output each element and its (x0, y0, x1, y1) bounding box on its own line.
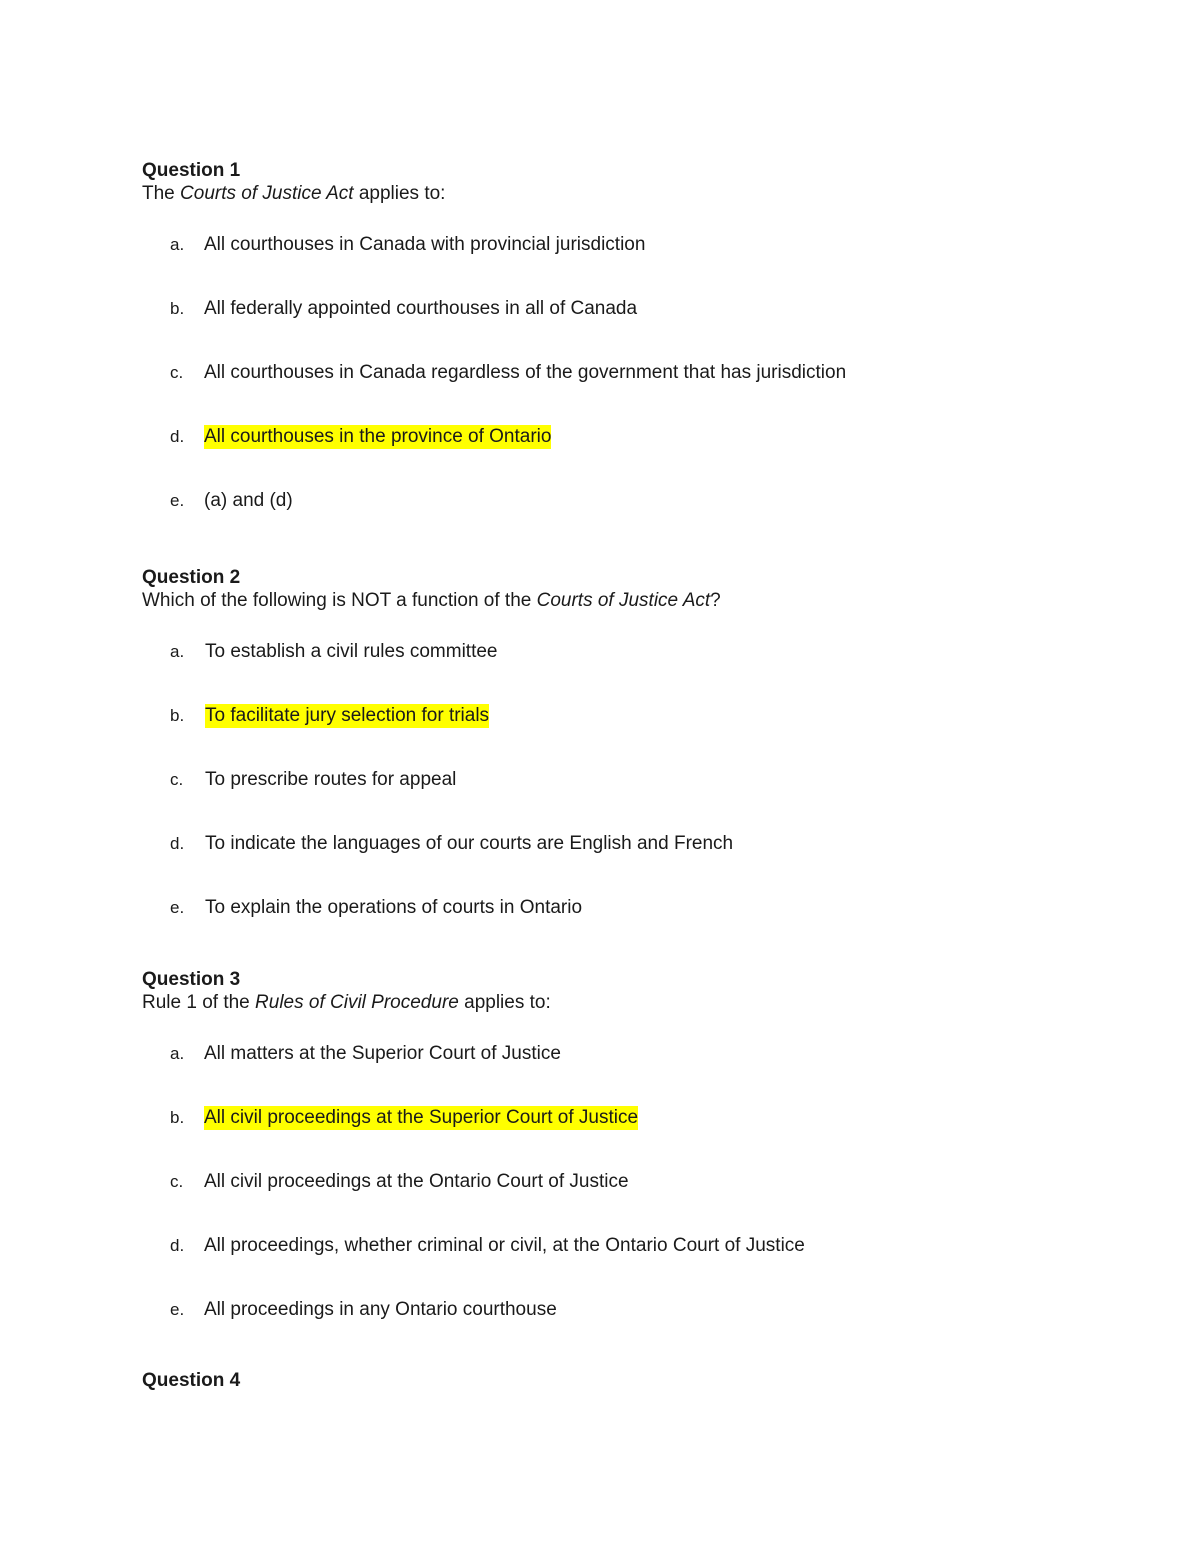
option-text: All civil proceedings at the Ontario Court of Justice (204, 1171, 629, 1192)
answer-option-c[interactable] (142, 1170, 1142, 1194)
option-text: All civil proceedings at the Superior Court of Justice (204, 1107, 639, 1128)
option-letter: a. (170, 642, 185, 661)
question-prompt (142, 182, 1142, 205)
prompt-emphasis: Courts of Justice Act (180, 183, 354, 204)
answer-option-b[interactable] (142, 297, 1142, 321)
answer-option-a[interactable] (142, 1042, 1142, 1066)
answer-option-d[interactable] (142, 1234, 1142, 1258)
prompt-text: Rule 1 of the (142, 992, 256, 1013)
option-letter: a. (170, 1044, 185, 1063)
option-letter: d. (170, 427, 185, 446)
answer-option-b-highlighted[interactable] (142, 1106, 1142, 1130)
question-prompt (142, 991, 1142, 1014)
option-letter: c. (170, 1172, 184, 1191)
question-title: Question 1 (142, 160, 241, 181)
option-text: To explain the operations of courts in Ontario (205, 897, 583, 918)
option-letter: c. (170, 363, 184, 382)
question-1 (142, 159, 1142, 511)
answer-option-c[interactable] (142, 361, 1142, 385)
option-text: All matters at the Superior Court of Justice (204, 1043, 561, 1064)
option-letter: b. (170, 706, 185, 725)
option-text: All proceedings, whether criminal or civil, at the Ontario Court of Justice (204, 1235, 805, 1256)
option-letter: d. (170, 834, 185, 853)
prompt-text: The (142, 183, 181, 204)
option-text: All courthouses in Canada with provincial jurisdiction (204, 234, 646, 255)
option-text: To facilitate jury selection for trials (205, 705, 490, 726)
question-title: Question 4 (142, 1370, 241, 1391)
question-4 (142, 1369, 1142, 1392)
option-text: All federally appointed courthouses in all of Canada (204, 298, 638, 319)
option-letter: e. (170, 1300, 185, 1319)
option-letter: c. (170, 770, 184, 789)
answer-option-d[interactable] (142, 832, 1142, 856)
option-letter: b. (170, 299, 185, 318)
question-title: Question 2 (142, 567, 241, 588)
answer-option-c[interactable] (142, 768, 1142, 792)
question-3 (142, 968, 1142, 1320)
prompt-text: ? (710, 590, 721, 611)
option-text: All courthouses in the province of Ontario (204, 426, 552, 447)
prompt-text: applies to: (353, 183, 446, 204)
question-prompt (142, 589, 1142, 612)
option-text: To indicate the languages of our courts are English and French (205, 833, 734, 854)
option-letter: e. (170, 491, 185, 510)
question-title: Question 3 (142, 969, 241, 990)
prompt-text: Which of the following is NOT a function of the (142, 590, 537, 611)
option-text: All courthouses in Canada regardless of the government that has jurisdiction (204, 362, 847, 383)
prompt-emphasis: Courts of Justice Act (536, 590, 711, 611)
answer-option-a[interactable] (142, 640, 1142, 664)
prompt-emphasis: Rules of Civil Procedure (255, 992, 459, 1013)
option-letter: a. (170, 235, 185, 254)
option-text: (a) and (d) (204, 490, 293, 511)
option-letter: d. (170, 1236, 185, 1255)
prompt-text: applies to: (458, 992, 551, 1013)
question-2 (142, 566, 1142, 918)
answer-option-a[interactable] (142, 233, 1142, 257)
answer-option-e[interactable] (142, 896, 1142, 920)
answer-option-d-highlighted[interactable] (142, 425, 1142, 449)
option-letter: e. (170, 898, 185, 917)
option-text: To establish a civil rules committee (205, 641, 498, 662)
answer-option-b-highlighted[interactable] (142, 704, 1142, 728)
option-text: All proceedings in any Ontario courthouse (204, 1299, 557, 1320)
answer-option-e[interactable] (142, 489, 1142, 513)
answer-option-e[interactable] (142, 1298, 1142, 1322)
option-text: To prescribe routes for appeal (205, 769, 457, 790)
option-letter: b. (170, 1108, 185, 1127)
